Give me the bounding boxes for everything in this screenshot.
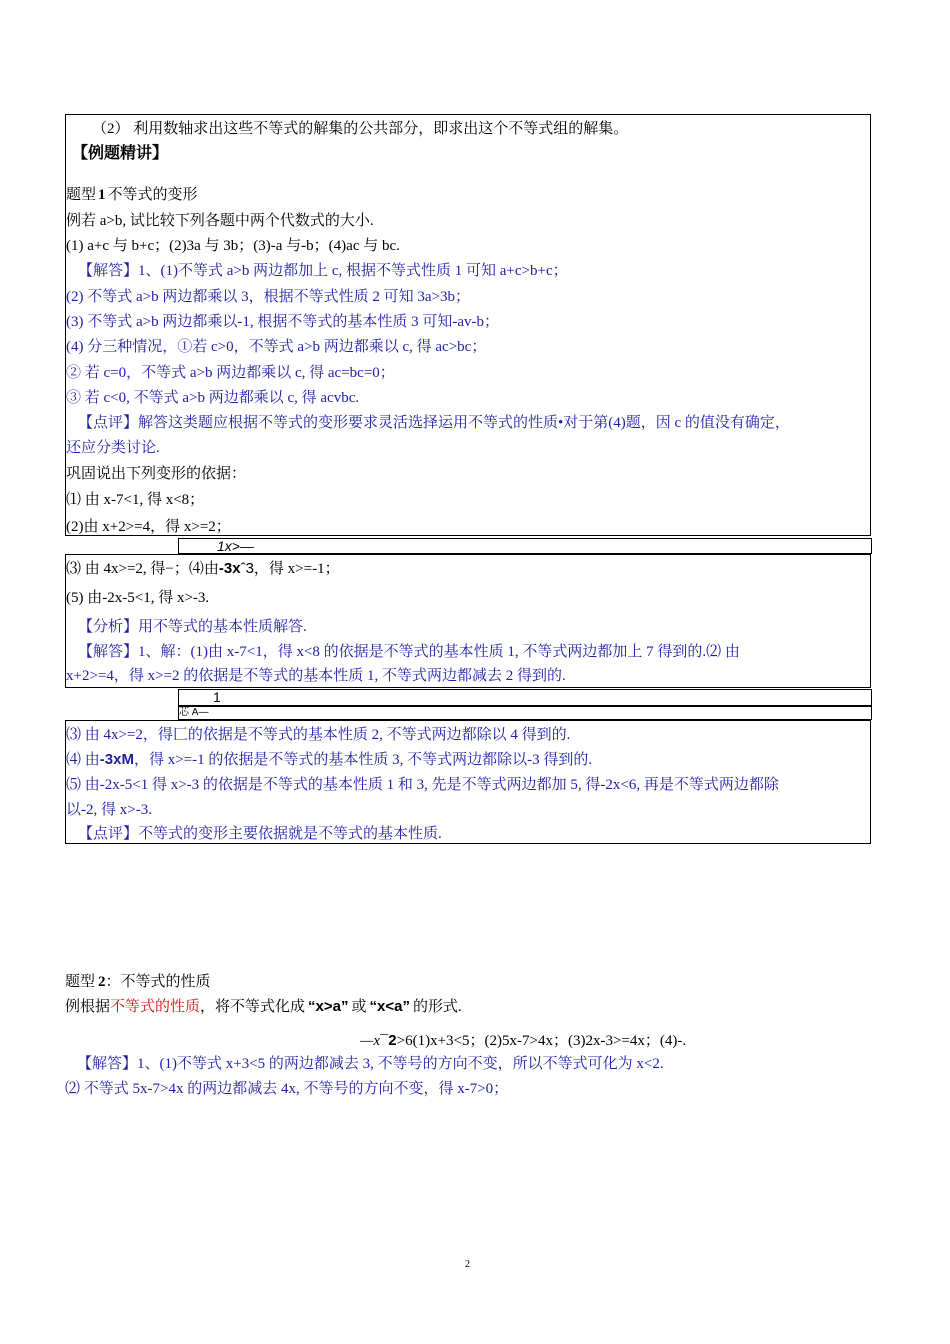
answer-line: ⑷ 由-3xM，得 x>=-1 的依据是不等式的基本性质 3, 不等式两边都除以-3 得到的. [66, 751, 593, 768]
answer-line: ⑶ 由 4x>=2，得匚的依据是不等式的基本性质 2, 不等式两边都除以 4 得到的. [66, 727, 571, 743]
example-question: 例若 a>b, 试比较下列各题中两个代数式的大小. [66, 213, 374, 229]
text-line: （2） 利用数轴求出这些不等式的解集的公共部分，即求出这个不等式组的解集。 [92, 121, 629, 137]
fraction-strip-2 [178, 689, 872, 706]
analysis-line: 【分析】用不等式的基本性质解答. [78, 619, 307, 635]
section-heading: 【例题精讲】 [72, 143, 169, 162]
answer-line: ⑵ 不等式 5x-7>4x 的两边都减去 4x, 不等号的方向不变，得 x-7>0； [65, 1081, 509, 1097]
answer-line: 以-2, 得 x>-3. [66, 802, 152, 818]
fraction-numerator: 1 [213, 689, 221, 705]
content-box-1 [65, 114, 871, 536]
answer-line: ⑸ 由-2x-5<1 得 x>-3 的依据是不等式的基本性质 1 和 3, 先是不等式两边都加 5, 得-2x<6, 再是不等式两边都除 [66, 777, 779, 793]
topic-title: 题型 1 不等式的变形 [66, 187, 198, 203]
practice-item: (5) 由-2x-5<1, 得 x>-3. [66, 590, 210, 606]
example-question-2: 例根据不等式的性质，将不等式化成 “x>a” 或 “x<a” 的形式. [65, 998, 462, 1015]
answer-line: ③ 若 c<0, 不等式 a>b 两边都乘以 c, 得 acvbc. [66, 390, 360, 406]
comment-line: 还应分类讨论. [66, 440, 160, 456]
comment-line: 【点评】解答这类题应根据不等式的变形要求灵活选择运用不等式的性质•对于第(4)题，因 c 的值没有确定， [78, 415, 790, 431]
example-parts-2: —x¯2>6(1)x+3<5；(2)5x-7>4x；(3)2x-3>=4x；(4)-. [360, 1032, 687, 1049]
fraction-fragment: 1x>— [217, 538, 254, 554]
fraction-denominator: 芯 A— [179, 707, 209, 718]
content-box-3 [65, 720, 871, 844]
topic-title-2: 题型 2：不等式的性质 [65, 974, 211, 990]
answer-line: 【解答】1、(1)不等式 x+3<5 的两边都减去 3, 不等号的方向不变，所以不等式可化为 x<2. [77, 1056, 664, 1072]
answer-line: ② 若 c=0，不等式 a>b 两边都乘以 c, 得 ac=bc=0； [66, 365, 395, 381]
answer-line: x+2>=4，得 x>=2 的依据是不等式的基本性质 1, 不等式两边都减去 2 得到的. [66, 668, 566, 684]
answer-line: (4) 分三种情况，①若 c>0，不等式 a>b 两边都乘以 c, 得 ac>bc； [66, 339, 487, 355]
example-parts: (1) a+c 与 b+c；(2)3a 与 3b；(3)-a 与-b；(4)ac 与 bc. [66, 238, 400, 254]
answer-line: (2) 不等式 a>b 两边都乘以 3，根据不等式性质 2 可知 3a>3b； [66, 289, 470, 305]
practice-item: ⑶ 由 4x>=2, 得−；⑷由-3xˆ3，得 x>=-1； [66, 560, 340, 577]
answer-line: (3) 不等式 a>b 两边都乘以-1, 根据不等式的基本性质 3 可知-av-b； [66, 314, 500, 330]
practice-item: (2)由 x+2>=4，得 x>=2； [66, 519, 231, 535]
practice-item: ⑴ 由 x-7<1, 得 x<8； [66, 492, 205, 508]
content-box-2 [65, 554, 871, 688]
page-number: 2 [465, 1259, 470, 1270]
practice-title: 巩固说出下列变形的依据： [66, 466, 247, 482]
comment-line: 【点评】不等式的变形主要依据就是不等式的基本性质. [78, 826, 442, 842]
answer-line: 【解答】1、(1)不等式 a>b 两边都加上 c, 根据不等式性质 1 可知 a+c>b+c； [78, 263, 568, 279]
fraction-strip-3 [178, 706, 872, 720]
answer-line: 【解答】1、解：(1)由 x-7<1，得 x<8 的依据是不等式的基本性质 1, 不等式两边都加上 7 得到的.⑵ 由 [78, 644, 740, 660]
fraction-strip-1 [178, 538, 872, 554]
